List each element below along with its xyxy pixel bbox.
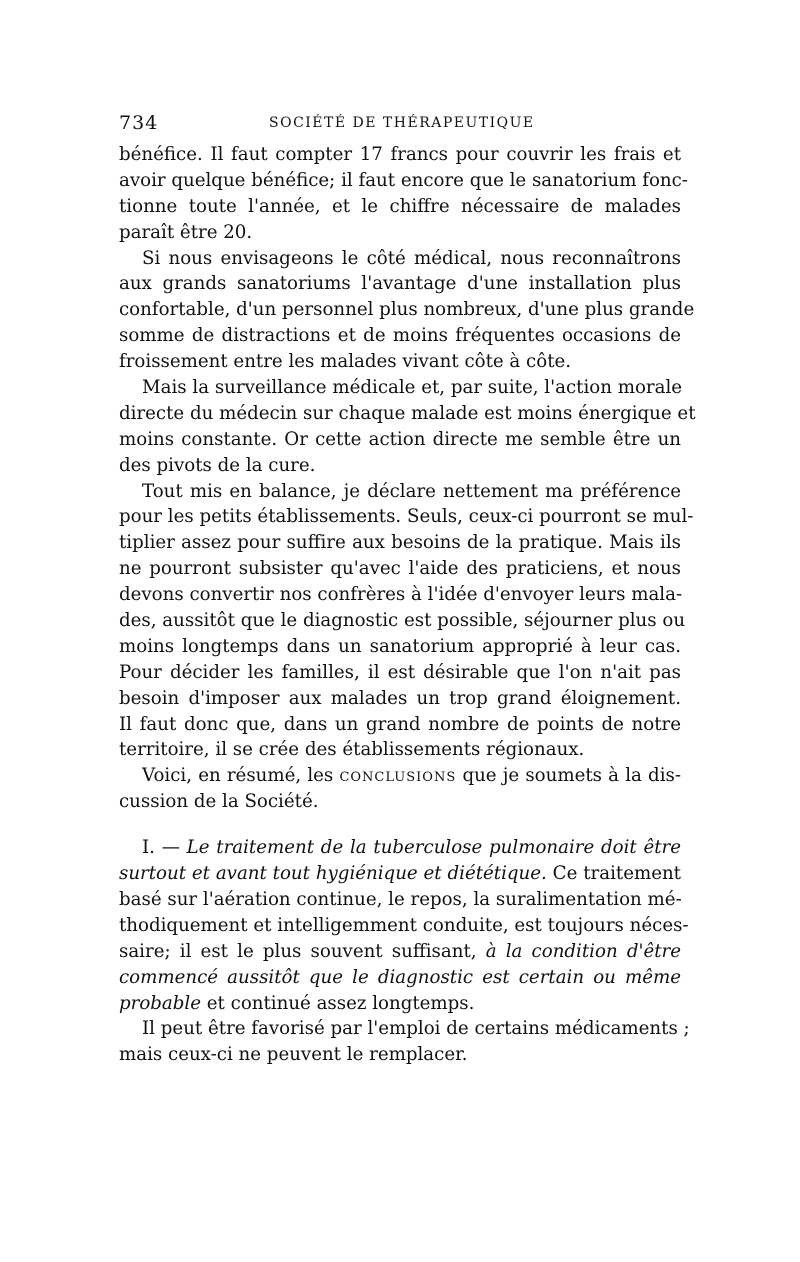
text-line: Mais la surveillance médicale et, par suite, l'action morale bbox=[142, 377, 683, 399]
text-line: ne pourront subsister qu'avec l'aide des praticiens, et nous bbox=[119, 558, 681, 580]
italic-text: à la condition d'être bbox=[485, 940, 681, 962]
text-line: territoire, il se crée des établissements régionaux. bbox=[119, 739, 585, 761]
text-run: Ce traitement bbox=[546, 863, 681, 885]
text-run: saire; il est le plus souvent suffisant, bbox=[119, 940, 486, 962]
italic-text: probable bbox=[119, 992, 201, 1014]
text-line: Si nous envisageons le côté médical, nous reconnaîtrons bbox=[142, 247, 681, 269]
text-line: devons convertir nos confrères à l'idée d'envoyer leurs mala- bbox=[119, 584, 683, 606]
text-line: froissement entre les malades vivant côte à côte. bbox=[119, 351, 572, 373]
smallcaps-text: conclusions bbox=[339, 765, 457, 787]
text-line: basé sur l'aération continue, le repos, la suralimentation mé- bbox=[119, 888, 682, 910]
text-line: directe du médecin sur chaque malade est moins énergique et bbox=[119, 402, 696, 424]
section-gap bbox=[119, 815, 681, 835]
text-line: Pour décider les familles, il est désirable que l'on n'ait pas bbox=[119, 661, 681, 683]
text-line: Il faut donc que, dans un grand nombre de points de notre bbox=[119, 713, 681, 735]
text-line: commencé aussitôt que le diagnostic est certain ou même bbox=[119, 966, 681, 988]
text-run: que je soumets à la dis- bbox=[456, 765, 681, 787]
italic-text: surtout et avant tout hygiénique et diététique. bbox=[119, 863, 547, 885]
text-line: confortable, d'un personnel plus nombreux, d'une plus grande bbox=[119, 299, 695, 321]
paragraph-surveillance bbox=[119, 375, 696, 479]
text-line: Il peut être favorisé par l'emploi de certains médicaments ; bbox=[142, 1018, 690, 1040]
text-line: moins constante. Or cette action directe me semble être un bbox=[119, 428, 681, 450]
text-line: tiplier assez pour suffire aux besoins de la pratique. Mais ils bbox=[119, 532, 681, 554]
text-line: thodiquement et intelligemment conduite, est toujours néces- bbox=[119, 914, 689, 936]
text-line: avoir quelque bénéfice; il faut encore que le sanatorium fonc- bbox=[119, 169, 688, 191]
text-run: Voici, en résumé, les bbox=[142, 765, 340, 787]
text-line: Tout mis en balance, je déclare nettement ma préférence bbox=[142, 480, 681, 502]
paragraph-medications bbox=[119, 1016, 690, 1068]
running-title: SOCIÉTÉ DE THÉRAPEUTIQUE bbox=[269, 115, 535, 131]
text-line bbox=[119, 835, 681, 861]
text-line: pour les petits établissements. Seuls, ceux-ci pourront se mul- bbox=[119, 506, 694, 528]
paragraph-preference bbox=[119, 479, 694, 764]
text-line bbox=[119, 763, 681, 789]
paragraph-medical-side bbox=[119, 246, 695, 375]
running-head bbox=[119, 112, 681, 142]
text-line: paraît être 20. bbox=[119, 221, 253, 243]
text-line bbox=[119, 939, 681, 965]
text-line: somme de distractions et de moins fréquentes occasions de bbox=[119, 325, 681, 347]
text-line bbox=[119, 861, 681, 887]
text-line: mais ceux-ci ne peuvent le remplacer. bbox=[119, 1044, 468, 1066]
text-line: cussion de la Société. bbox=[119, 791, 319, 813]
text-line bbox=[119, 991, 681, 1017]
paragraph-conclusions-intro bbox=[119, 763, 681, 815]
text-line: des pivots de la cure. bbox=[119, 454, 316, 476]
text-line: aux grands sanatoriums l'avantage d'une installation plus bbox=[119, 273, 681, 295]
paragraph-continuation bbox=[119, 142, 688, 246]
text-run: et continué assez longtemps. bbox=[201, 992, 475, 1014]
text-line: tionne toute l'année, et le chiffre nécessaire de malades bbox=[119, 195, 681, 217]
conclusion-one bbox=[119, 835, 689, 1016]
text-line: des, aussitôt que le diagnostic est possible, séjourner plus ou bbox=[119, 610, 686, 632]
text-run: I. — bbox=[142, 837, 187, 859]
book-page bbox=[119, 112, 696, 1068]
page-number: 734 bbox=[119, 112, 159, 134]
text-line: moins longtemps dans un sanatorium approprié à leur cas. bbox=[119, 635, 681, 657]
italic-text: Le traitement de la tuberculose pulmonaire doit être bbox=[186, 837, 681, 859]
text-line: bénéfice. Il faut compter 17 francs pour couvrir les frais et bbox=[119, 144, 681, 165]
text-line: besoin d'imposer aux malades un trop grand éloignement. bbox=[119, 687, 681, 709]
